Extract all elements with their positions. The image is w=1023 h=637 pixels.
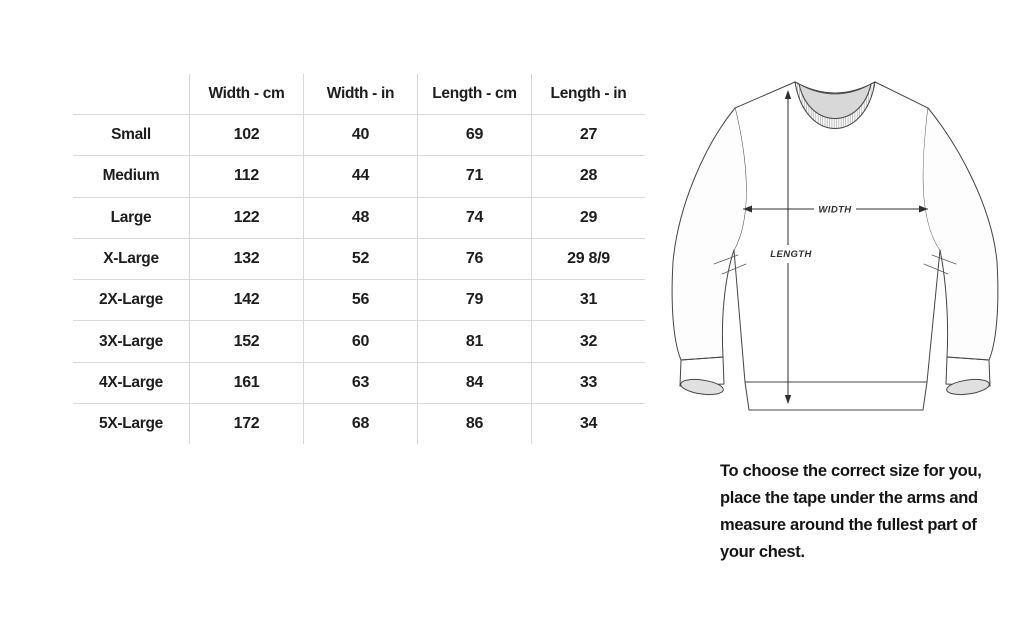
size-label: X-Large xyxy=(73,238,189,279)
size-label: 5X-Large xyxy=(73,403,189,444)
instructions-line: your chest. xyxy=(720,543,805,561)
size-label: 3X-Large xyxy=(73,320,189,361)
column-header-width-in: Width - in xyxy=(303,74,417,114)
value-cell: 112 xyxy=(189,155,303,196)
length-arrow xyxy=(770,90,812,404)
value-cell: 34 xyxy=(531,403,645,444)
column-header-length-cm: Length - cm xyxy=(417,74,531,114)
value-cell: 81 xyxy=(417,320,531,361)
instructions-line: To choose the correct size for you, xyxy=(720,462,982,480)
size-label: 4X-Large xyxy=(73,362,189,403)
length-label: LENGTH xyxy=(770,249,812,260)
value-cell: 44 xyxy=(303,155,417,196)
value-cell: 32 xyxy=(531,320,645,361)
value-cell: 29 8/9 xyxy=(531,238,645,279)
value-cell: 31 xyxy=(531,279,645,320)
value-cell: 56 xyxy=(303,279,417,320)
instructions-line: measure around the fullest part of xyxy=(720,516,977,534)
value-cell: 52 xyxy=(303,238,417,279)
column-header-width-cm: Width - cm xyxy=(189,74,303,114)
hem-rib-band xyxy=(745,382,927,410)
value-cell: 40 xyxy=(303,114,417,155)
value-cell: 84 xyxy=(417,362,531,403)
size-label: Small xyxy=(73,114,189,155)
width-arrow xyxy=(743,205,928,216)
value-cell: 60 xyxy=(303,320,417,361)
value-cell: 79 xyxy=(417,279,531,320)
left-cuff-opening xyxy=(680,377,725,397)
column-header-length-in: Length - in xyxy=(531,74,645,114)
value-cell: 69 xyxy=(417,114,531,155)
value-cell: 74 xyxy=(417,197,531,238)
value-cell: 152 xyxy=(189,320,303,361)
length-arrow-top-head xyxy=(785,90,791,99)
size-label: 2X-Large xyxy=(73,279,189,320)
length-arrow-bottom-head xyxy=(785,395,791,404)
value-cell: 29 xyxy=(531,197,645,238)
size-chart-table xyxy=(73,74,645,444)
value-cell: 132 xyxy=(189,238,303,279)
value-cell: 122 xyxy=(189,197,303,238)
size-label: Large xyxy=(73,197,189,238)
value-cell: 68 xyxy=(303,403,417,444)
value-cell: 63 xyxy=(303,362,417,403)
value-cell: 142 xyxy=(189,279,303,320)
value-cell: 76 xyxy=(417,238,531,279)
value-cell: 161 xyxy=(189,362,303,403)
value-cell: 27 xyxy=(531,114,645,155)
value-cell: 48 xyxy=(303,197,417,238)
width-label: WIDTH xyxy=(818,204,852,216)
value-cell: 71 xyxy=(417,155,531,196)
column-header-blank xyxy=(73,74,189,114)
value-cell: 28 xyxy=(531,155,645,196)
value-cell: 102 xyxy=(189,114,303,155)
value-cell: 86 xyxy=(417,403,531,444)
value-cell: 172 xyxy=(189,403,303,444)
sizing-instructions xyxy=(720,458,982,566)
size-label: Medium xyxy=(73,155,189,196)
right-cuff-opening xyxy=(946,377,991,397)
instructions-line: place the tape under the arms and xyxy=(720,489,978,507)
value-cell: 33 xyxy=(531,362,645,403)
left-sleeve xyxy=(672,108,746,360)
right-sleeve xyxy=(923,108,998,360)
sweater-measurement-diagram xyxy=(668,12,1008,432)
